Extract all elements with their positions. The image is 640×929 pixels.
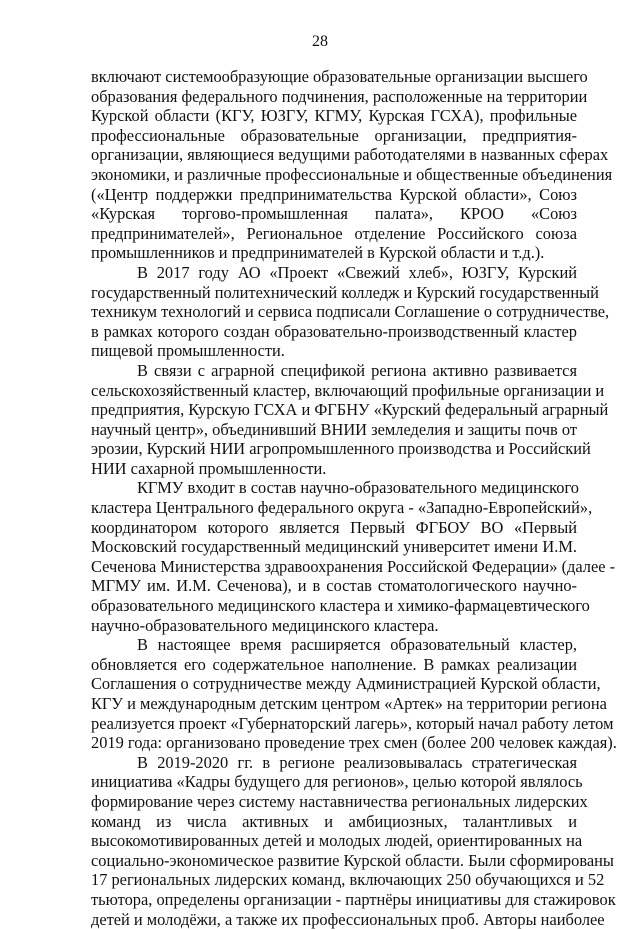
text-line: образовательного медицинского кластера и химико-фармацевтического	[91, 596, 590, 616]
paragraph	[91, 478, 616, 635]
text-line: экономики, и различные профессиональные и общественные объединения	[91, 164, 613, 184]
text-line: техникум технологий и сервиса подписали Соглашение о сотрудничестве,	[91, 302, 610, 322]
text-line: включают системообразующие образовательные организации высшего	[91, 67, 588, 86]
paragraph	[91, 752, 616, 929]
text-line: сельскохозяйственный кластер, включающий профильные организации и	[91, 380, 605, 400]
text-line: профессиональные образовательные организации, предприятия-	[91, 125, 577, 145]
paragraph	[91, 262, 610, 361]
text-line: координатором которого является Первый ФГБОУ ВО «Первый	[91, 517, 577, 537]
text-line: Московский государственный медицинский университет имени И.М.	[91, 537, 577, 557]
text-line: Курской области (КГУ, ЮЗГУ, КГМУ, Курская ГСХА), профильные	[91, 106, 577, 126]
text-line: образования федерального подчинения, расположенные на территории	[91, 86, 588, 106]
text-line: промышленников и предпринимателей в Курской области и т.д.).	[91, 243, 545, 263]
text-line: эрозии, Курский НИИ агропромышленного производства и Российский	[91, 439, 591, 459]
text-line: реализуется проект «Губернаторский лагерь», который начал работу летом	[91, 713, 614, 733]
paragraph	[91, 360, 609, 479]
page-number: 28	[312, 33, 328, 50]
text-line: кластера Центрального федерального округа - «Западно-Европейский»,	[91, 498, 593, 518]
text-line: КГМУ входит в состав научно-образовательного медицинского	[137, 478, 580, 498]
text-line: В настоящее время расширяется образовательный кластер,	[137, 635, 577, 655]
paragraph	[91, 67, 613, 263]
text-line: Сеченова Министерства здравоохранения Российской Федерации» (далее -	[91, 556, 616, 576]
text-line: «Курская торгово-промышленная палата», КРОО «Союз	[91, 204, 577, 224]
text-line: («Центр поддержки предпринимательства Курской области», Союз	[91, 184, 577, 204]
text-line: предприятия, Курскую ГСХА и ФГБНУ «Курский федеральный аграрный	[91, 400, 609, 420]
paragraph	[91, 635, 617, 753]
text-line: Соглашения о сотрудничестве между Администрацией Курской области,	[91, 674, 601, 694]
text-line: государственный политехнический колледж и Курский государственный	[91, 282, 599, 302]
text-line: пищевой промышленности.	[91, 341, 285, 361]
text-line: организации, являющиеся ведущими работодателями в названных сферах	[91, 145, 609, 165]
text-line: предпринимателей», Региональное отделение Российского союза	[91, 223, 577, 243]
text-line: научно-образовательного медицинского кластера.	[91, 615, 439, 635]
text-line: в рамках которого создан образовательно-производственный кластер	[91, 321, 577, 341]
text-line: В 2019-2020 гг. в регионе реализовывалась стратегическая	[137, 752, 577, 772]
text-line: В 2017 году АО «Проект «Свежий хлеб», ЮЗГУ, Курский	[137, 262, 577, 282]
text-line: научный центр», объединивший ВНИИ земледелия и защиты почв от	[91, 419, 577, 439]
text-line: В связи с аграрной спецификой региона активно развивается	[137, 360, 577, 380]
text-line: 17 региональных лидерских команд, включающих 250 обучающихся и 52	[91, 870, 605, 890]
text-line: МГМУ им. И.М. Сеченова), и в состав стоматологического научно-	[91, 576, 577, 596]
text-line: КГУ и международным детским центром «Артек» на территории региона	[91, 694, 607, 713]
text-line: тьютора, определены организации - партнёры инициативы для стажировок	[91, 889, 616, 909]
text-line: формирование через систему наставничества региональных лидерских	[91, 791, 588, 811]
text-line: команд из числа активных и амбициозных, талантливых и	[91, 811, 577, 831]
document-body	[91, 67, 617, 929]
text-line: обновляется его содержательное наполнение. В рамках реализации	[91, 654, 577, 674]
text-line: социально-экономическое развитие Курской области. Были сформированы	[91, 850, 614, 870]
text-line: 2019 года: организовано проведение трех смен (более 200 человек каждая).	[91, 733, 617, 753]
text-line: высокомотивированных детей и молодых людей, ориентированных на	[91, 831, 583, 851]
text-line: детей и молодёжи, а также их профессиональных проб. Авторы наиболее	[91, 909, 605, 929]
text-line: НИИ сахарной промышленности.	[91, 458, 327, 478]
text-line: инициатива «Кадры будущего для регионов», целью которой являлось	[91, 772, 583, 792]
